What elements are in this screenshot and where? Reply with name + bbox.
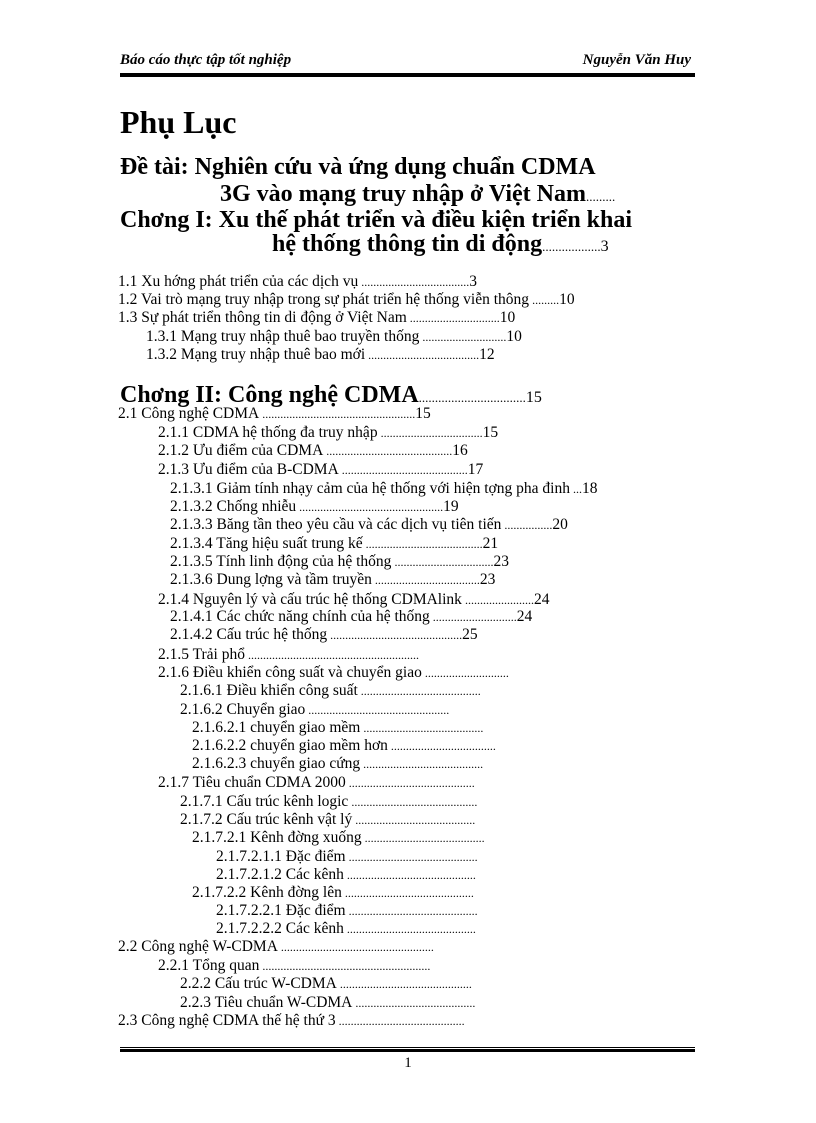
toc-leader-dots: ............................ (419, 330, 507, 344)
toc-entry (216, 902, 478, 920)
toc-entry-page: 10 (499, 309, 516, 326)
toc-entry (118, 938, 434, 956)
chapter-2-leader-dots: ................................. (418, 390, 526, 405)
toc-leader-dots: ........................................... (345, 850, 478, 864)
header-report-title: Báo cáo thực tập tốt nghiệp (120, 52, 292, 68)
toc-leader-dots: ....................... (461, 593, 534, 607)
toc-leader-dots: ......................................................... (245, 648, 419, 662)
toc-leader-dots: ......... (529, 293, 560, 307)
footer-divider (120, 1047, 695, 1052)
toc-leader-dots: ................................. (391, 555, 494, 569)
toc-entry (118, 291, 575, 309)
chapter-1-leader-dots: .................. (542, 239, 601, 254)
toc-entry-page: 18 (581, 480, 598, 497)
toc-entry-page: 10 (559, 291, 575, 308)
toc-leader-dots: ................................................ (296, 500, 444, 514)
toc-entry-text: 2.1.3 Ưu điểm của B-CDMA (158, 461, 339, 478)
toc-entry (192, 829, 485, 847)
toc-entry (170, 571, 495, 589)
toc-entry (170, 553, 509, 571)
toc-entry-text: 2.1.6.2.3 chuyển giao cứng (192, 755, 361, 772)
toc-entry-page: 10 (506, 328, 522, 345)
toc-entry (216, 848, 478, 866)
toc-leader-dots: ........................................ (357, 684, 481, 698)
toc-leader-dots: .................................. (377, 426, 483, 440)
toc-entry (118, 405, 431, 423)
toc-entry-text: 2.1.7.2.1 Kênh đờng xuống (192, 829, 362, 846)
toc-entry (158, 957, 430, 975)
toc-entry (180, 994, 475, 1012)
toc-entry (118, 309, 515, 327)
toc-entry-text: 2.1.2 Ưu điểm của CDMA (158, 442, 324, 459)
toc-entry-text: 1.1 Xu hớng phát triển của các dịch vụ (118, 273, 359, 290)
toc-entry (158, 442, 468, 460)
toc-leader-dots: ................................................... (277, 940, 434, 954)
toc-entry-text: 1.3 Sự phát triển thông tin di động ở Việt Nam (118, 309, 407, 326)
toc-entry-text: 2.1.3.4 Tăng hiệu suất trung kế (170, 535, 363, 552)
topic-leader-dots: ......... (585, 189, 616, 204)
toc-entry (192, 884, 474, 902)
toc-leader-dots: ........................................ (352, 996, 476, 1010)
toc-leader-dots: ............................................ (336, 977, 472, 991)
toc-leader-dots: ........................................................ (259, 959, 431, 973)
toc-entry (170, 626, 478, 644)
toc-entry (192, 719, 483, 737)
toc-leader-dots: .................................... (358, 275, 470, 289)
toc-leader-dots: ................................................... (259, 407, 416, 421)
toc-entry (158, 424, 498, 442)
toc-entry-page: 12 (479, 346, 495, 363)
toc-leader-dots: ............................................... (305, 703, 450, 717)
chapter-1-line-2 (272, 231, 609, 260)
toc-entry-text: 2.1.3.3 Băng tần theo yêu cầu và các dịch vụ tiên tiến (170, 516, 502, 533)
page-number: 1 (404, 1055, 412, 1071)
toc-entry (118, 1012, 465, 1030)
toc-leader-dots: ... (569, 482, 582, 496)
chapter-1-page: 3 (600, 238, 609, 255)
toc-entry (180, 701, 449, 719)
topic-line-1: Đề tài: Nghiên cứu và ứng dụng chuẩn CDMA (120, 154, 596, 180)
toc-entry-text: 2.2.3 Tiêu chuẩn W-CDMA (180, 994, 353, 1011)
toc-entry-page: 23 (479, 571, 496, 588)
toc-entry-text: 2.3 Công nghệ CDMA thế hệ thứ 3 (118, 1012, 336, 1029)
topic-line-2 (220, 181, 615, 210)
toc-entry (146, 328, 522, 346)
toc-leader-dots: ........................................ (360, 757, 484, 771)
toc-entry-text: 2.1.3.2 Chống nhiễu (170, 498, 297, 515)
toc-entry-text: 2.1.4.1 Các chức năng chính của hệ thống (170, 608, 430, 625)
toc-entry-text: 2.1 Công nghệ CDMA (118, 405, 260, 422)
toc-leader-dots: ........................................... (343, 922, 476, 936)
toc-entry-page: 23 (493, 553, 509, 570)
toc-entry (216, 920, 476, 938)
toc-entry-page: 16 (452, 442, 468, 459)
toc-entry (170, 535, 498, 553)
toc-leader-dots: ................................... (387, 739, 496, 753)
toc-leader-dots: .......................................... (323, 444, 453, 458)
toc-entry-text: 1.3.1 Mạng truy nhập thuê bao truyền thống (146, 328, 420, 345)
toc-entry-text: 1.3.2 Mạng truy nhập thuê bao mới (146, 346, 366, 363)
toc-entry (180, 682, 481, 700)
toc-leader-dots: .......................................... (348, 795, 478, 809)
toc-entry (158, 646, 419, 664)
toc-entry (158, 461, 483, 479)
toc-leader-dots: ..................................... (365, 348, 480, 362)
toc-entry-page: 21 (482, 535, 499, 552)
toc-entry (180, 793, 477, 811)
toc-leader-dots: ........................................ (361, 831, 485, 845)
toc-leader-dots: .......................................... (335, 1014, 465, 1028)
toc-entry-text: 2.1.7.2 Cấu trúc kênh vật lý (180, 811, 353, 828)
header-divider (120, 73, 695, 77)
toc-leader-dots: ........................................... (341, 886, 474, 900)
toc-entry-text: 2.1.3.5 Tính linh động của hệ thống (170, 553, 392, 570)
toc-entry-text: 2.1.3.6 Dung lợng và tầm truyền (170, 571, 372, 588)
toc-entry (170, 480, 597, 498)
topic-line-2-text: 3G vào mạng truy nhập ở Việt Nam (220, 181, 586, 207)
toc-entry-text: 2.1.7 Tiêu chuẩn CDMA 2000 (158, 774, 346, 791)
toc-entry-text: 2.1.6.2.2 chuyển giao mềm hơn (192, 737, 388, 754)
toc-leader-dots: ................ (501, 518, 553, 532)
toc-entry (118, 273, 477, 291)
toc-entry-page: 3 (469, 273, 477, 290)
chapter-2-page: 15 (525, 389, 542, 406)
toc-leader-dots: ........................................ (360, 721, 484, 735)
toc-entry-text: 2.2.1 Tổng quan (158, 957, 260, 974)
page-title: Phụ Lục (120, 104, 237, 140)
toc-leader-dots: ................................... (371, 573, 480, 587)
toc-entry-text: 2.1.4.2 Cấu trúc hệ thống (170, 626, 328, 643)
toc-entry-text: 1.2 Vai trò mạng truy nhập trong sự phát triển hệ thống viễn thông (118, 291, 530, 308)
toc-entry-page: 15 (482, 424, 499, 441)
toc-leader-dots: ............................ (421, 666, 509, 680)
toc-entry (180, 811, 475, 829)
toc-entry (146, 346, 495, 364)
toc-leader-dots: ........................................... (345, 904, 478, 918)
toc-leader-dots: ........................................ (352, 813, 476, 827)
toc-entry (170, 516, 568, 534)
toc-entry (158, 591, 549, 609)
toc-leader-dots: ....................................... (362, 537, 483, 551)
chapter-1-line-1: Chơng I: Xu thế phát triển và điều kiện triển khai (120, 207, 633, 233)
toc-entry (192, 737, 496, 755)
toc-leader-dots: .......................................... (345, 776, 475, 790)
toc-leader-dots: ........................................... (343, 868, 476, 882)
toc-entry-text: 2.1.6.2.1 chuyển giao mềm (192, 719, 361, 736)
toc-entry (216, 866, 476, 884)
toc-entry-text: 2.1.6 Điều khiển công suất và chuyển giao (158, 664, 422, 681)
toc-entry (170, 498, 459, 516)
toc-entry-text: 2.1.7.2.1.2 Các kênh (216, 866, 344, 883)
toc-entry-page: 24 (516, 608, 533, 625)
toc-entry-page: 24 (533, 591, 550, 608)
toc-entry-text: 2.1.6.1 Điều khiển công suất (180, 682, 358, 699)
toc-entry-text: 2.1.5 Trải phổ (158, 646, 245, 663)
toc-leader-dots: ............................ (429, 610, 517, 624)
toc-entry-text: 2.1.7.1 Cấu trúc kênh logic (180, 793, 349, 810)
toc-entry (170, 608, 532, 626)
toc-entry-page: 17 (467, 461, 484, 478)
toc-entry-text: 2.1.4 Nguyên lý và cấu trúc hệ thống CDMAlink (158, 591, 462, 608)
toc-entry-text: 2.1.7.2.2.1 Đặc điểm (216, 902, 346, 919)
page-header (120, 52, 695, 74)
toc-entry-text: 2.2 Công nghệ W-CDMA (118, 938, 278, 955)
toc-entry-text: 2.1.7.2.2.2 Các kênh (216, 920, 344, 937)
toc-entry-page: 25 (462, 626, 478, 643)
toc-entry (180, 975, 472, 993)
toc-entry-text: 2.1.3.1 Giảm tính nhạy cảm của hệ thống với hiện tợng pha đinh (170, 480, 570, 497)
toc-entry-text: 2.1.6.2 Chuyển giao (180, 701, 306, 718)
toc-entry-text: 2.2.2 Cấu trúc W-CDMA (180, 975, 337, 992)
chapter-1-line-2-text: hệ thống thông tin di động (272, 231, 543, 257)
toc-entry-page: 19 (443, 498, 459, 515)
toc-entry (192, 755, 483, 773)
toc-entry-page: 15 (415, 405, 431, 422)
toc-entry-text: 2.1.7.2.2 Kênh đờng lên (192, 884, 342, 901)
toc-entry (158, 774, 475, 792)
toc-entry (158, 664, 509, 682)
toc-leader-dots: ............................................ (327, 628, 463, 642)
toc-leader-dots: .............................. (406, 311, 500, 325)
header-author: Nguyễn Văn Huy (582, 52, 691, 68)
toc-entry-page: 20 (552, 516, 568, 533)
toc-entry-text: 2.1.7.2.1.1 Đặc điểm (216, 848, 346, 865)
chapter-2-text: Chơng II: Công nghệ CDMA (120, 382, 419, 408)
toc-entry-text: 2.1.1 CDMA hệ thống đa truy nhập (158, 424, 378, 441)
toc-leader-dots: .......................................... (338, 463, 468, 477)
